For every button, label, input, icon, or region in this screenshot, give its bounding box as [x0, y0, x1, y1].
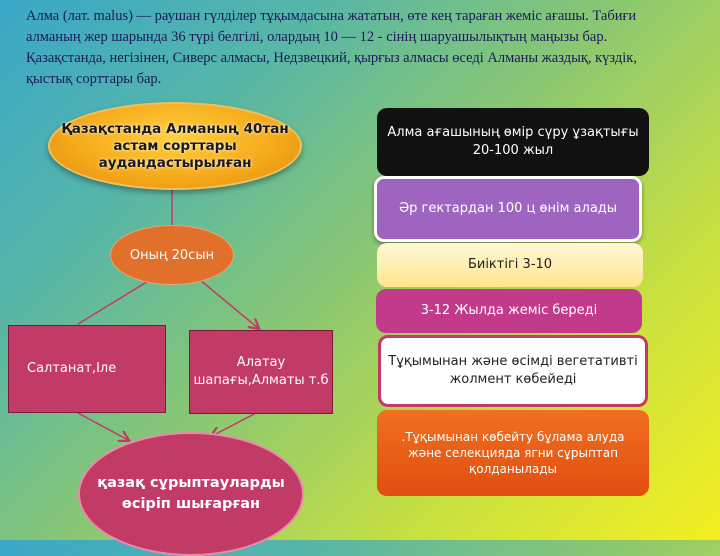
variety-box-left: [8, 325, 166, 413]
fact-height-text: Биіктігі 3-10: [467, 257, 553, 272]
fact-seed-use-text: .Тұқымынан көбейту бұлама алуда және селекцияда ягни сұрыптап қолданылады: [401, 430, 625, 476]
fact-lifespan-text: Алма ағашының өмір сүру ұзақтығы 20-100 жыл: [387, 125, 639, 158]
connector-mid-left: [78, 280, 150, 324]
varieties-ellipse-text: Қазақстанда Алманың 40тан астам сорттары аудандастырылған: [61, 120, 289, 171]
twenty-of-them-ellipse: [110, 225, 234, 285]
fact-yield: [374, 176, 642, 242]
variety-box-right-text: Алатау шапағы,Алматы т.б: [193, 355, 329, 388]
fact-fruiting: [376, 289, 642, 333]
fact-propagation: [378, 335, 648, 407]
fact-fruiting-text: 3-12 Жылда жеміс береді: [420, 303, 598, 318]
kazakh-breeding-ellipse: [78, 432, 304, 556]
fact-propagation-text: Тұқымынан және өсімді вегетативті жолмент көбейеді: [388, 354, 638, 387]
fact-yield-text: Әр гектардан 100 ц өнім алады: [398, 201, 618, 216]
connector-left-bottom: [78, 413, 128, 440]
intro-paragraph: Алма (лат. malus) — раушан гүлділер тұқымдасына жататын, өте кең тараған жеміс ағашы. Табиғи алманың жер шарында 36 түрі белгілі, олардың 10 — 12 - сінің шаруашылықтың маңызы бар. Қазақстанда, негізінен, Сиверс алмасы, Недзвецкий, қырғыз алмасы өседі Алманы жаздық, күздік, қыстық сорттары бар.: [26, 8, 637, 87]
fact-lifespan: [377, 108, 649, 176]
fact-seed-use: [377, 410, 649, 496]
kazakh-breeding-text: қазақ сұрыптауларды өсіріп шығарған: [97, 475, 285, 512]
fact-height: [377, 243, 643, 287]
twenty-of-them-text: Оның 20сын: [129, 247, 215, 263]
connector-right-bottom: [212, 412, 258, 436]
connector-mid-right: [200, 280, 258, 328]
variety-box-left-text: Салтанат,Іле: [27, 361, 117, 376]
variety-box-right: [189, 330, 333, 414]
varieties-ellipse: [48, 102, 302, 190]
